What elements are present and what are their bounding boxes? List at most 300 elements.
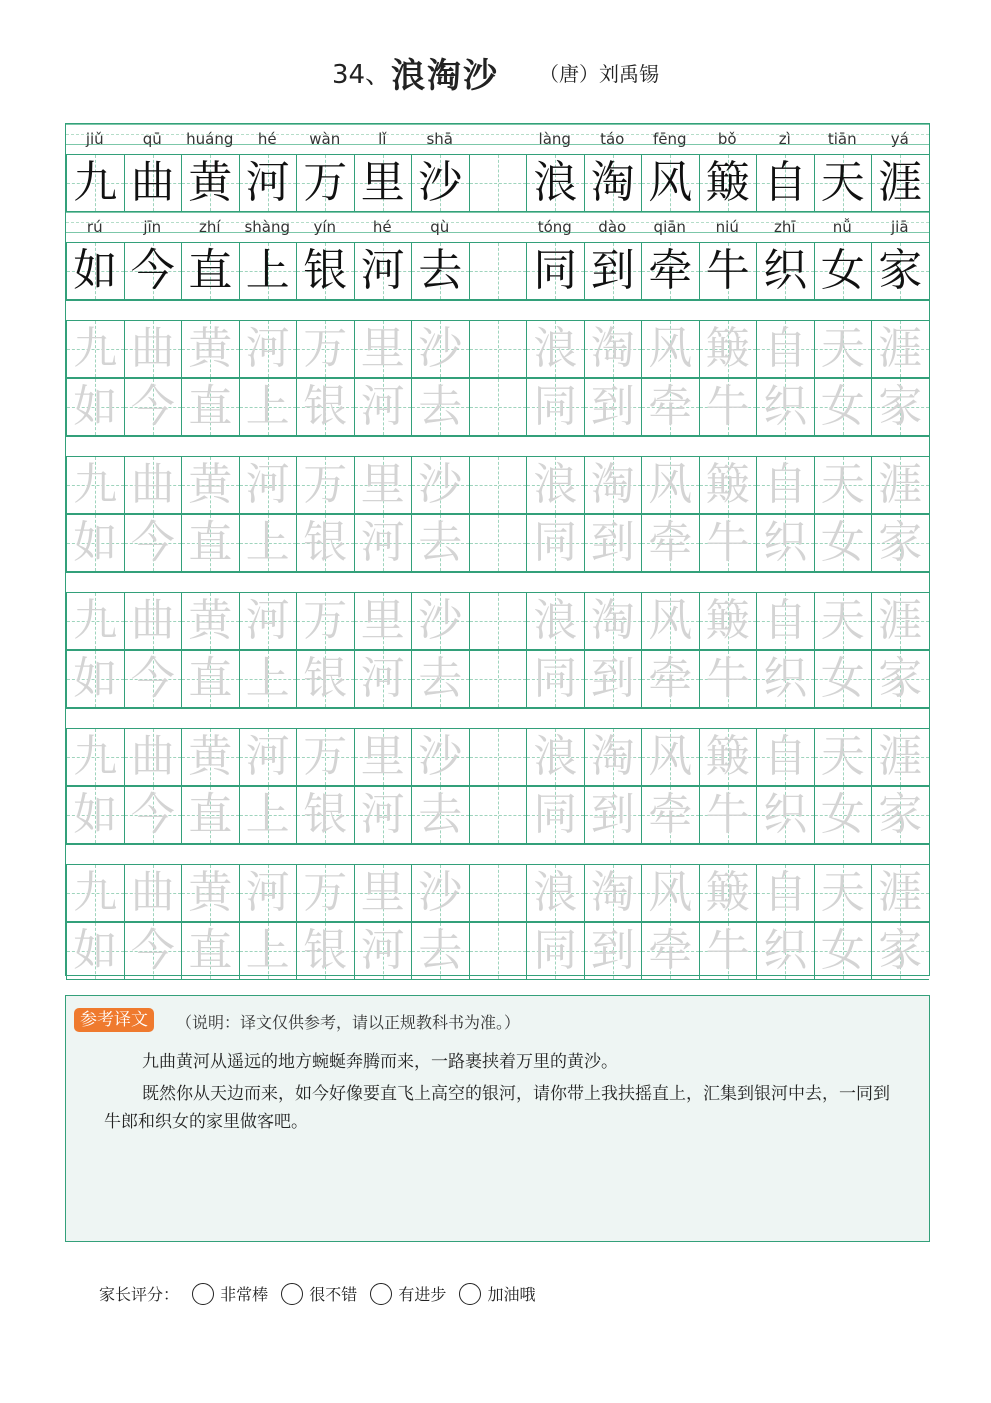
tracing-cell[interactable] bbox=[239, 514, 297, 572]
tracing-cell[interactable] bbox=[641, 592, 699, 650]
tracing-character: 黄 bbox=[188, 323, 233, 374]
tracing-cell[interactable] bbox=[584, 320, 642, 378]
tracing-cell[interactable] bbox=[239, 922, 297, 980]
tracing-character: 黄 bbox=[188, 731, 233, 782]
tracing-character: 直 bbox=[188, 789, 233, 840]
tracing-character: 黄 bbox=[188, 459, 233, 510]
character-text: 浪 bbox=[533, 157, 578, 208]
tracing-cell[interactable] bbox=[699, 456, 757, 514]
tracing-cell[interactable] bbox=[699, 320, 757, 378]
tracing-cell[interactable] bbox=[469, 456, 527, 514]
tracing-cell[interactable] bbox=[756, 864, 814, 922]
character-cell bbox=[814, 242, 872, 300]
tracing-cell[interactable] bbox=[296, 592, 354, 650]
tracing-character: 自 bbox=[763, 731, 808, 782]
tracing-cell[interactable] bbox=[354, 378, 412, 436]
tracing-row bbox=[66, 456, 929, 514]
tracing-cell[interactable] bbox=[584, 864, 642, 922]
tracing-cell[interactable] bbox=[354, 650, 412, 708]
rating-option-3[interactable]: 有进步 bbox=[370, 1282, 446, 1305]
character-row bbox=[66, 154, 929, 212]
rating-option-1[interactable]: 非常棒 bbox=[192, 1282, 268, 1305]
pinyin-text: rú bbox=[86, 218, 103, 236]
tracing-cell[interactable] bbox=[814, 378, 872, 436]
tracing-character: 风 bbox=[648, 731, 693, 782]
pinyin-text: yá bbox=[890, 130, 909, 148]
tracing-character: 天 bbox=[820, 323, 865, 374]
tracing-character: 淘 bbox=[590, 323, 635, 374]
character-cell bbox=[66, 154, 124, 212]
tracing-cell[interactable] bbox=[756, 456, 814, 514]
tracing-cell[interactable] bbox=[181, 514, 239, 572]
tracing-cell[interactable] bbox=[526, 592, 584, 650]
tracing-character: 浪 bbox=[533, 595, 578, 646]
tracing-cell[interactable] bbox=[756, 650, 814, 708]
tracing-row bbox=[66, 650, 929, 708]
character-cell bbox=[871, 242, 929, 300]
tracing-cell[interactable] bbox=[871, 320, 929, 378]
radio-circle-icon[interactable] bbox=[281, 1283, 303, 1305]
tracing-cell[interactable] bbox=[411, 592, 469, 650]
tracing-character: 淘 bbox=[590, 459, 635, 510]
tracing-character: 黄 bbox=[188, 867, 233, 918]
tracing-cell[interactable] bbox=[526, 922, 584, 980]
tracing-cell[interactable] bbox=[239, 456, 297, 514]
tracing-character: 到 bbox=[590, 381, 635, 432]
tracing-character: 涯 bbox=[878, 867, 923, 918]
tracing-cell[interactable] bbox=[66, 320, 124, 378]
tracing-cell[interactable] bbox=[181, 320, 239, 378]
tracing-character: 上 bbox=[245, 381, 290, 432]
rating-option-4[interactable]: 加油哦 bbox=[459, 1282, 535, 1305]
tracing-cell[interactable] bbox=[66, 456, 124, 514]
tracing-cell[interactable] bbox=[411, 514, 469, 572]
tracing-character: 淘 bbox=[590, 595, 635, 646]
tracing-cell[interactable] bbox=[181, 378, 239, 436]
tracing-cell[interactable] bbox=[814, 320, 872, 378]
tracing-cell[interactable] bbox=[871, 786, 929, 844]
character-cell bbox=[411, 154, 469, 212]
character-cell bbox=[296, 242, 354, 300]
tracing-cell[interactable] bbox=[124, 456, 182, 514]
tracing-character: 家 bbox=[878, 925, 923, 976]
character-text: 河 bbox=[245, 157, 290, 208]
tracing-cell[interactable] bbox=[756, 378, 814, 436]
tracing-cell[interactable] bbox=[66, 514, 124, 572]
tracing-cell[interactable] bbox=[814, 864, 872, 922]
tracing-character: 今 bbox=[130, 789, 175, 840]
tracing-cell[interactable] bbox=[411, 456, 469, 514]
tracing-cell[interactable] bbox=[526, 786, 584, 844]
pinyin-text: qiān bbox=[653, 218, 686, 236]
tracing-character: 河 bbox=[360, 381, 405, 432]
tracing-character: 风 bbox=[648, 459, 693, 510]
tracing-character: 曲 bbox=[130, 323, 175, 374]
tracing-character: 同 bbox=[533, 653, 578, 704]
tracing-cell[interactable] bbox=[66, 864, 124, 922]
tracing-cell[interactable] bbox=[296, 864, 354, 922]
tracing-cell[interactable] bbox=[756, 786, 814, 844]
tracing-character: 银 bbox=[303, 789, 348, 840]
tracing-character: 河 bbox=[245, 731, 290, 782]
tracing-cell[interactable] bbox=[354, 728, 412, 786]
tracing-character: 如 bbox=[73, 925, 118, 976]
pinyin-text: fēng bbox=[652, 130, 687, 148]
tracing-character: 去 bbox=[418, 381, 463, 432]
tracing-cell[interactable] bbox=[526, 378, 584, 436]
tracing-cell[interactable] bbox=[296, 514, 354, 572]
tracing-character: 万 bbox=[303, 867, 348, 918]
tracing-cell[interactable] bbox=[354, 922, 412, 980]
tracing-cell[interactable] bbox=[641, 864, 699, 922]
tracing-cell[interactable] bbox=[871, 728, 929, 786]
tracing-cell[interactable] bbox=[411, 786, 469, 844]
tracing-character: 去 bbox=[418, 653, 463, 704]
tracing-cell[interactable] bbox=[814, 650, 872, 708]
character-text: 今 bbox=[130, 245, 175, 296]
pinyin-text: qù bbox=[430, 218, 450, 236]
tracing-cell[interactable] bbox=[469, 320, 527, 378]
tracing-cell[interactable] bbox=[181, 592, 239, 650]
tracing-cell[interactable] bbox=[124, 728, 182, 786]
tracing-character bbox=[470, 729, 527, 785]
tracing-character: 上 bbox=[245, 789, 290, 840]
tracing-cell[interactable] bbox=[584, 922, 642, 980]
character-text: 银 bbox=[303, 245, 348, 296]
tracing-cell[interactable] bbox=[871, 378, 929, 436]
tracing-cell[interactable] bbox=[641, 514, 699, 572]
tracing-character: 如 bbox=[73, 381, 118, 432]
tracing-cell[interactable] bbox=[354, 786, 412, 844]
tracing-character: 里 bbox=[360, 595, 405, 646]
tracing-cell[interactable] bbox=[411, 650, 469, 708]
tracing-cell[interactable] bbox=[181, 456, 239, 514]
tracing-character: 浪 bbox=[533, 459, 578, 510]
tracing-cell[interactable] bbox=[584, 650, 642, 708]
tracing-character: 上 bbox=[245, 653, 290, 704]
tracing-cell[interactable] bbox=[181, 728, 239, 786]
tracing-cell[interactable] bbox=[66, 728, 124, 786]
tracing-character: 织 bbox=[763, 517, 808, 568]
rating-option-2[interactable]: 很不错 bbox=[281, 1282, 357, 1305]
tracing-cell[interactable] bbox=[584, 378, 642, 436]
tracing-character: 九 bbox=[73, 595, 118, 646]
tracing-cell[interactable] bbox=[181, 864, 239, 922]
tracing-cell[interactable] bbox=[124, 378, 182, 436]
tracing-cell[interactable] bbox=[871, 864, 929, 922]
tracing-character: 里 bbox=[360, 323, 405, 374]
tracing-row bbox=[66, 514, 929, 572]
character-text: 河 bbox=[360, 245, 405, 296]
character-cell bbox=[296, 154, 354, 212]
tracing-row bbox=[66, 786, 929, 844]
character-text: 淘 bbox=[590, 157, 635, 208]
character-text: 天 bbox=[820, 157, 865, 208]
tracing-cell[interactable] bbox=[584, 456, 642, 514]
pinyin-text: shā bbox=[426, 130, 453, 148]
tracing-cell[interactable] bbox=[411, 922, 469, 980]
tracing-cell[interactable] bbox=[66, 922, 124, 980]
tracing-row bbox=[66, 864, 929, 922]
tracing-character: 涯 bbox=[878, 459, 923, 510]
tracing-character: 牛 bbox=[705, 789, 750, 840]
tracing-cell[interactable] bbox=[181, 786, 239, 844]
tracing-cell[interactable] bbox=[584, 592, 642, 650]
pinyin-text: lǐ bbox=[378, 130, 387, 148]
tracing-character: 牵 bbox=[648, 925, 693, 976]
tracing-cell[interactable] bbox=[354, 320, 412, 378]
tracing-cell[interactable] bbox=[699, 650, 757, 708]
tracing-character: 自 bbox=[763, 595, 808, 646]
tracing-cell[interactable] bbox=[469, 786, 527, 844]
tracing-cell[interactable] bbox=[411, 728, 469, 786]
tracing-cell[interactable] bbox=[354, 592, 412, 650]
tracing-character bbox=[470, 787, 527, 843]
tracing-character: 今 bbox=[130, 925, 175, 976]
tracing-cell[interactable] bbox=[296, 378, 354, 436]
tracing-character: 到 bbox=[590, 517, 635, 568]
poem-title: 浪淘沙 bbox=[391, 56, 500, 96]
character-cell bbox=[871, 154, 929, 212]
tracing-cell[interactable] bbox=[526, 864, 584, 922]
tracing-character: 风 bbox=[648, 323, 693, 374]
tracing-cell[interactable] bbox=[411, 378, 469, 436]
tracing-character bbox=[470, 651, 527, 707]
tracing-cell[interactable] bbox=[469, 728, 527, 786]
tracing-character: 曲 bbox=[130, 731, 175, 782]
tracing-character: 九 bbox=[73, 323, 118, 374]
tracing-row bbox=[66, 320, 929, 378]
character-cell bbox=[814, 154, 872, 212]
tracing-cell[interactable] bbox=[296, 320, 354, 378]
tracing-cell[interactable] bbox=[124, 650, 182, 708]
tracing-cell[interactable] bbox=[756, 592, 814, 650]
tracing-cell[interactable] bbox=[699, 728, 757, 786]
row-spacer bbox=[66, 708, 929, 727]
tracing-character: 里 bbox=[360, 459, 405, 510]
tracing-character: 河 bbox=[360, 653, 405, 704]
tracing-character: 涯 bbox=[878, 323, 923, 374]
pinyin-text: hé bbox=[257, 130, 277, 148]
tracing-cell[interactable] bbox=[584, 728, 642, 786]
tracing-cell[interactable] bbox=[66, 378, 124, 436]
character-cell bbox=[239, 154, 297, 212]
tracing-character: 到 bbox=[590, 925, 635, 976]
tracing-cell[interactable] bbox=[756, 320, 814, 378]
tracing-character: 沙 bbox=[418, 459, 463, 510]
reference-translation-panel bbox=[65, 995, 930, 1242]
tracing-cell[interactable] bbox=[239, 378, 297, 436]
tracing-character: 河 bbox=[245, 323, 290, 374]
pinyin-text: zhī bbox=[773, 218, 796, 236]
tracing-cell[interactable] bbox=[469, 864, 527, 922]
tracing-cell[interactable] bbox=[354, 514, 412, 572]
character-cell bbox=[411, 242, 469, 300]
tracing-cell[interactable] bbox=[641, 378, 699, 436]
tracing-character: 上 bbox=[245, 517, 290, 568]
character-text: 簸 bbox=[705, 157, 750, 208]
tracing-cell[interactable] bbox=[699, 922, 757, 980]
tracing-cell[interactable] bbox=[354, 864, 412, 922]
radio-circle-icon[interactable] bbox=[370, 1283, 392, 1305]
tracing-cell[interactable] bbox=[814, 728, 872, 786]
tracing-row bbox=[66, 728, 929, 786]
tracing-cell[interactable] bbox=[584, 514, 642, 572]
tracing-cell[interactable] bbox=[239, 728, 297, 786]
tracing-character: 浪 bbox=[533, 867, 578, 918]
tracing-cell[interactable] bbox=[124, 592, 182, 650]
tracing-cell[interactable] bbox=[814, 592, 872, 650]
tracing-character: 河 bbox=[245, 459, 290, 510]
tracing-cell[interactable] bbox=[641, 320, 699, 378]
tracing-cell[interactable] bbox=[871, 514, 929, 572]
tracing-cell[interactable] bbox=[756, 922, 814, 980]
tracing-cell[interactable] bbox=[699, 786, 757, 844]
tracing-cell[interactable] bbox=[124, 922, 182, 980]
tracing-cell[interactable] bbox=[66, 650, 124, 708]
tracing-cell[interactable] bbox=[66, 592, 124, 650]
tracing-character: 牵 bbox=[648, 789, 693, 840]
tracing-cell[interactable] bbox=[239, 864, 297, 922]
tracing-cell[interactable] bbox=[871, 650, 929, 708]
tracing-cell[interactable] bbox=[699, 864, 757, 922]
tracing-character: 天 bbox=[820, 867, 865, 918]
tracing-cell[interactable] bbox=[124, 320, 182, 378]
tracing-cell[interactable] bbox=[526, 514, 584, 572]
tracing-cell[interactable] bbox=[296, 728, 354, 786]
tracing-cell[interactable] bbox=[469, 922, 527, 980]
character-cell bbox=[181, 242, 239, 300]
tracing-cell[interactable] bbox=[239, 592, 297, 650]
tracing-character: 女 bbox=[820, 653, 865, 704]
tracing-cell[interactable] bbox=[871, 456, 929, 514]
tracing-character: 牛 bbox=[705, 381, 750, 432]
radio-circle-icon[interactable] bbox=[192, 1283, 214, 1305]
character-cell bbox=[354, 242, 412, 300]
row-spacer bbox=[66, 436, 929, 455]
character-text: 曲 bbox=[130, 157, 175, 208]
tracing-cell[interactable] bbox=[66, 786, 124, 844]
tracing-cell[interactable] bbox=[469, 592, 527, 650]
tracing-character: 银 bbox=[303, 653, 348, 704]
tracing-cell[interactable] bbox=[469, 514, 527, 572]
tracing-character: 自 bbox=[763, 459, 808, 510]
tracing-character: 里 bbox=[360, 867, 405, 918]
tracing-character: 到 bbox=[590, 789, 635, 840]
tracing-cell[interactable] bbox=[641, 650, 699, 708]
tracing-cell[interactable] bbox=[296, 650, 354, 708]
tracing-cell[interactable] bbox=[296, 922, 354, 980]
tracing-character: 簸 bbox=[705, 459, 750, 510]
tracing-cell[interactable] bbox=[526, 320, 584, 378]
tracing-cell[interactable] bbox=[871, 592, 929, 650]
tracing-cell[interactable] bbox=[641, 456, 699, 514]
character-text: 牵 bbox=[648, 245, 693, 296]
tracing-cell[interactable] bbox=[296, 786, 354, 844]
tracing-cell[interactable] bbox=[354, 456, 412, 514]
tracing-cell[interactable] bbox=[756, 514, 814, 572]
tracing-character: 牛 bbox=[705, 653, 750, 704]
tracing-cell[interactable] bbox=[641, 922, 699, 980]
pinyin-text: shàng bbox=[244, 218, 291, 236]
tracing-cell[interactable] bbox=[814, 786, 872, 844]
tracing-cell[interactable] bbox=[181, 650, 239, 708]
tracing-character: 自 bbox=[763, 323, 808, 374]
pinyin-text: yín bbox=[313, 218, 337, 236]
tracing-cell[interactable] bbox=[699, 514, 757, 572]
tracing-character: 河 bbox=[360, 517, 405, 568]
tracing-cell[interactable] bbox=[814, 922, 872, 980]
tracing-cell[interactable] bbox=[699, 592, 757, 650]
tracing-character: 女 bbox=[820, 517, 865, 568]
tracing-cell[interactable] bbox=[239, 786, 297, 844]
tracing-character: 牵 bbox=[648, 381, 693, 432]
tracing-character: 万 bbox=[303, 595, 348, 646]
tracing-cell[interactable] bbox=[124, 786, 182, 844]
tracing-cell[interactable] bbox=[526, 728, 584, 786]
tracing-cell[interactable] bbox=[296, 456, 354, 514]
tracing-cell[interactable] bbox=[871, 922, 929, 980]
character-cell bbox=[699, 154, 757, 212]
tracing-cell[interactable] bbox=[526, 456, 584, 514]
tracing-character: 簸 bbox=[705, 867, 750, 918]
tracing-cell[interactable] bbox=[181, 922, 239, 980]
tracing-cell[interactable] bbox=[814, 514, 872, 572]
tracing-cell[interactable] bbox=[239, 320, 297, 378]
tracing-character: 如 bbox=[73, 653, 118, 704]
pinyin-text: nǚ bbox=[832, 218, 852, 236]
tracing-cell[interactable] bbox=[239, 650, 297, 708]
radio-circle-icon[interactable] bbox=[459, 1283, 481, 1305]
pinyin-text: qū bbox=[142, 130, 162, 148]
character-text: 涯 bbox=[878, 157, 923, 208]
pinyin-text: hé bbox=[372, 218, 392, 236]
tracing-cell[interactable] bbox=[411, 320, 469, 378]
character-text: 黄 bbox=[188, 157, 233, 208]
tracing-cell[interactable] bbox=[814, 456, 872, 514]
tracing-character: 直 bbox=[188, 517, 233, 568]
tracing-character: 同 bbox=[533, 789, 578, 840]
tracing-cell[interactable] bbox=[756, 728, 814, 786]
tracing-cell[interactable] bbox=[469, 650, 527, 708]
tracing-cell[interactable] bbox=[699, 378, 757, 436]
tracing-character: 银 bbox=[303, 925, 348, 976]
tracing-character: 同 bbox=[533, 925, 578, 976]
tracing-cell[interactable] bbox=[526, 650, 584, 708]
tracing-cell[interactable] bbox=[641, 728, 699, 786]
tracing-character: 河 bbox=[245, 867, 290, 918]
tracing-cell[interactable] bbox=[469, 378, 527, 436]
tracing-cell[interactable] bbox=[411, 864, 469, 922]
tracing-character: 沙 bbox=[418, 867, 463, 918]
row-spacer bbox=[66, 844, 929, 863]
character-cell bbox=[469, 242, 527, 300]
character-text: 直 bbox=[188, 245, 233, 296]
tracing-character: 簸 bbox=[705, 731, 750, 782]
tracing-character bbox=[470, 457, 527, 513]
tracing-character: 上 bbox=[245, 925, 290, 976]
tracing-cell[interactable] bbox=[124, 514, 182, 572]
tracing-cell[interactable] bbox=[124, 864, 182, 922]
pinyin-row bbox=[66, 124, 929, 154]
tracing-character: 女 bbox=[820, 789, 865, 840]
tracing-character: 家 bbox=[878, 789, 923, 840]
tracing-character: 浪 bbox=[533, 323, 578, 374]
tracing-character: 簸 bbox=[705, 595, 750, 646]
tracing-cell[interactable] bbox=[584, 786, 642, 844]
tracing-cell[interactable] bbox=[641, 786, 699, 844]
translation-paragraph-1: 九曲黄河从遥远的地方蜿蜒奔腾而来，一路裹挟着万里的黄沙。 bbox=[142, 1052, 618, 1072]
